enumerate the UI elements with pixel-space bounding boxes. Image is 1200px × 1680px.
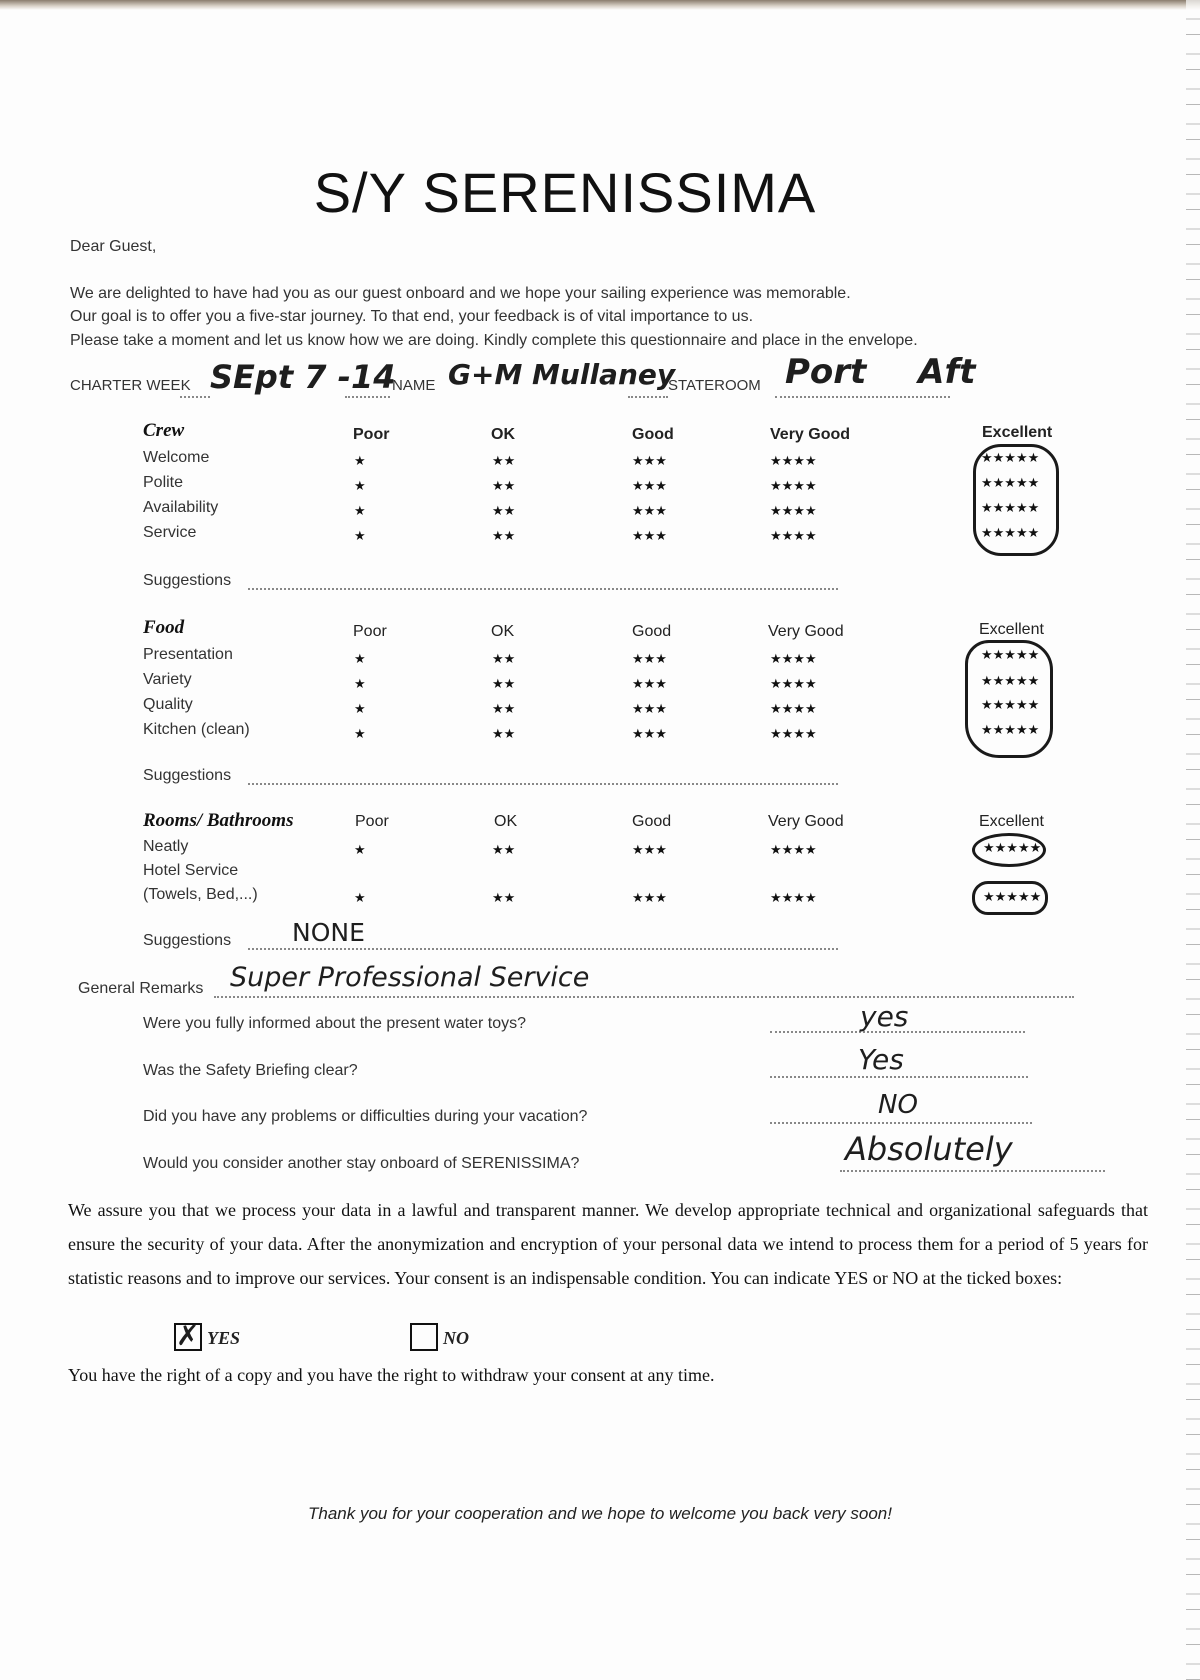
suggestions-label: Suggestions <box>143 572 232 589</box>
star-ok[interactable]: ★★ <box>492 528 516 543</box>
data-privacy-text: We assure you that we process your data in a lawful and transparent manner. We develop appropriate technical and organizational safeguards that ensure the security of your data. After the anonymization and encryption of your personal data we intend to process them for a period of 5 years for statistic reasons and to improve our services. Your consent is an indispensable condition. You can indicate YES or NO at the ticked boxes: <box>68 1200 1148 1288</box>
star-good[interactable]: ★★★ <box>632 842 667 857</box>
intro-line-3: Please take a moment and let us know how we are doing. Kindly complete this questionnaire and place in the envelope. <box>70 332 918 349</box>
header-very-good: Very Good <box>770 426 851 443</box>
star-ok[interactable]: ★★ <box>492 726 516 741</box>
star-very-good[interactable]: ★★★★ <box>770 528 817 543</box>
consent-no-checkbox[interactable] <box>410 1323 438 1351</box>
star-excellent[interactable]: ★★★★★ <box>983 840 1042 855</box>
suggestions-field[interactable] <box>248 948 838 950</box>
star-poor[interactable]: ★ <box>354 478 366 493</box>
star-good[interactable]: ★★★ <box>632 528 667 543</box>
row-label-welcome: Welcome <box>143 449 210 466</box>
star-poor[interactable]: ★ <box>354 676 366 691</box>
suggestions-field[interactable] <box>248 783 838 785</box>
star-excellent[interactable]: ★★★★★ <box>981 500 1040 515</box>
star-good[interactable]: ★★★ <box>632 453 667 468</box>
star-ok[interactable]: ★★ <box>492 842 516 857</box>
general-remarks-label: General Remarks <box>78 980 204 997</box>
rights-text: You have the right of a copy and you have the right to withdraw your consent at any time. <box>68 1365 715 1385</box>
star-very-good[interactable]: ★★★★ <box>770 503 817 518</box>
header-good: Good <box>632 426 674 443</box>
star-very-good[interactable]: ★★★★ <box>770 478 817 493</box>
section-title-food: Food <box>143 617 185 638</box>
header-ok: OK <box>491 623 515 640</box>
section-title-rooms: Rooms/ Bathrooms <box>143 810 294 831</box>
row-label-hotel-service: Hotel Service <box>143 862 239 879</box>
suggestions-value[interactable]: NONE <box>292 918 365 947</box>
paper-right-edge <box>1186 0 1200 1680</box>
star-excellent[interactable]: ★★★★★ <box>981 722 1040 737</box>
section-title-crew: Crew <box>143 420 185 441</box>
suggestions-field[interactable] <box>248 588 838 590</box>
excellent-selection-circle <box>972 881 1048 915</box>
row-label-presentation: Presentation <box>143 646 233 663</box>
stateroom-value[interactable]: Port Aft <box>785 352 976 392</box>
star-ok[interactable]: ★★ <box>492 651 516 666</box>
star-poor[interactable]: ★ <box>354 528 366 543</box>
star-good[interactable]: ★★★ <box>632 701 667 716</box>
excellent-selection-circle <box>972 833 1046 867</box>
star-ok[interactable]: ★★ <box>492 453 516 468</box>
row-label-neatly: Neatly <box>143 838 189 855</box>
star-very-good[interactable]: ★★★★ <box>770 842 817 857</box>
star-good[interactable]: ★★★ <box>632 890 667 905</box>
row-label-availability: Availability <box>143 499 219 516</box>
answer-safety-briefing[interactable]: Yes <box>858 1043 904 1076</box>
header-poor: Poor <box>355 813 389 830</box>
star-very-good[interactable]: ★★★★ <box>770 701 817 716</box>
star-ok[interactable]: ★★ <box>492 701 516 716</box>
star-excellent[interactable]: ★★★★★ <box>981 475 1040 490</box>
header-excellent: Excellent <box>982 424 1053 441</box>
header-poor: Poor <box>353 426 390 443</box>
header-excellent: Excellent <box>979 813 1044 830</box>
consent-no-label: NO <box>443 1328 469 1348</box>
star-excellent[interactable]: ★★★★★ <box>981 697 1040 712</box>
row-label-polite: Polite <box>143 474 184 491</box>
excellent-selection-circle <box>965 640 1053 758</box>
star-excellent[interactable]: ★★★★★ <box>981 525 1040 540</box>
star-good[interactable]: ★★★ <box>632 726 667 741</box>
header-excellent: Excellent <box>979 621 1044 638</box>
consent-yes-checkbox[interactable] <box>174 1319 202 1352</box>
star-good[interactable]: ★★★ <box>632 478 667 493</box>
row-label-variety: Variety <box>143 671 192 688</box>
answer-problems[interactable]: NO <box>878 1090 918 1120</box>
answer-field[interactable] <box>840 1170 1105 1172</box>
header-poor: Poor <box>353 623 387 640</box>
star-very-good[interactable]: ★★★★ <box>770 453 817 468</box>
star-very-good[interactable]: ★★★★ <box>770 676 817 691</box>
star-poor[interactable]: ★ <box>354 842 366 857</box>
star-excellent[interactable]: ★★★★★ <box>981 450 1040 465</box>
stateroom-label: STATEROOM <box>668 377 761 394</box>
row-label-towels-bed: (Towels, Bed,...) <box>143 886 258 903</box>
excellent-selection-circle <box>973 444 1059 556</box>
header-ok: OK <box>494 813 518 830</box>
document-title: S/Y SERENISSIMA <box>313 161 817 224</box>
name-value[interactable]: G+M Mullaney <box>448 358 676 391</box>
star-good[interactable]: ★★★ <box>632 503 667 518</box>
star-good[interactable]: ★★★ <box>632 651 667 666</box>
answer-water-toys[interactable]: yes <box>860 1000 909 1033</box>
star-excellent[interactable]: ★★★★★ <box>983 889 1042 904</box>
question-safety-briefing: Was the Safety Briefing clear? <box>143 1062 358 1079</box>
question-problems: Did you have any problems or difficulties during your vacation? <box>143 1108 588 1125</box>
header-ok: OK <box>491 426 515 443</box>
answer-field[interactable] <box>770 1076 1028 1078</box>
star-very-good[interactable]: ★★★★ <box>770 726 817 741</box>
answer-another-stay[interactable]: Absolutely <box>845 1130 1013 1168</box>
consent-yes-label: YES <box>207 1328 241 1348</box>
charter-week-label: CHARTER WEEK <box>70 377 191 394</box>
star-ok[interactable]: ★★ <box>492 890 516 905</box>
star-poor[interactable]: ★ <box>354 890 366 905</box>
question-another-stay: Would you consider another stay onboard of SERENISSIMA? <box>143 1155 580 1172</box>
star-poor[interactable]: ★ <box>354 453 366 468</box>
thank-you-note: Thank you for your cooperation and we hope to welcome you back very soon! <box>307 1504 892 1523</box>
suggestions-label: Suggestions <box>143 932 232 949</box>
star-poor[interactable]: ★ <box>354 651 366 666</box>
star-ok[interactable]: ★★ <box>492 676 516 691</box>
row-label-service: Service <box>143 524 197 541</box>
header-good: Good <box>632 813 672 830</box>
star-poor[interactable]: ★ <box>354 503 366 518</box>
star-poor[interactable]: ★ <box>354 726 366 741</box>
charter-week-value[interactable]: SEpt 7 -14 <box>210 358 396 396</box>
greeting: Dear Guest, <box>70 238 157 255</box>
star-very-good[interactable]: ★★★★ <box>770 651 817 666</box>
general-remarks-field[interactable] <box>214 996 1074 998</box>
header-good: Good <box>632 623 672 640</box>
header-very-good: Very Good <box>768 623 844 640</box>
question-water-toys: Were you fully informed about the present water toys? <box>143 1015 527 1032</box>
star-very-good[interactable]: ★★★★ <box>770 890 817 905</box>
star-excellent[interactable]: ★★★★★ <box>981 673 1040 688</box>
star-ok[interactable]: ★★ <box>492 503 516 518</box>
row-label-kitchen: Kitchen (clean) <box>143 721 250 738</box>
suggestions-label: Suggestions <box>143 767 232 784</box>
star-good[interactable]: ★★★ <box>632 676 667 691</box>
paper-top-edge <box>0 0 1200 10</box>
star-excellent[interactable]: ★★★★★ <box>981 647 1040 662</box>
answer-field[interactable] <box>770 1122 1032 1124</box>
row-label-quality: Quality <box>143 696 193 713</box>
checkbox-x-mark-icon: ✗ <box>176 1319 200 1352</box>
name-label: NAME <box>392 377 436 394</box>
star-ok[interactable]: ★★ <box>492 478 516 493</box>
intro-line-2: Our goal is to offer you a five-star journey. To that end, your feedback is of vital importance to us. <box>70 308 754 325</box>
header-very-good: Very Good <box>768 813 844 830</box>
intro-line-1: We are delighted to have had you as our guest onboard and we hope your sailing experience was memorable. <box>70 285 851 302</box>
general-remarks-value[interactable]: Super Professional Service <box>230 962 590 993</box>
star-poor[interactable]: ★ <box>354 701 366 716</box>
